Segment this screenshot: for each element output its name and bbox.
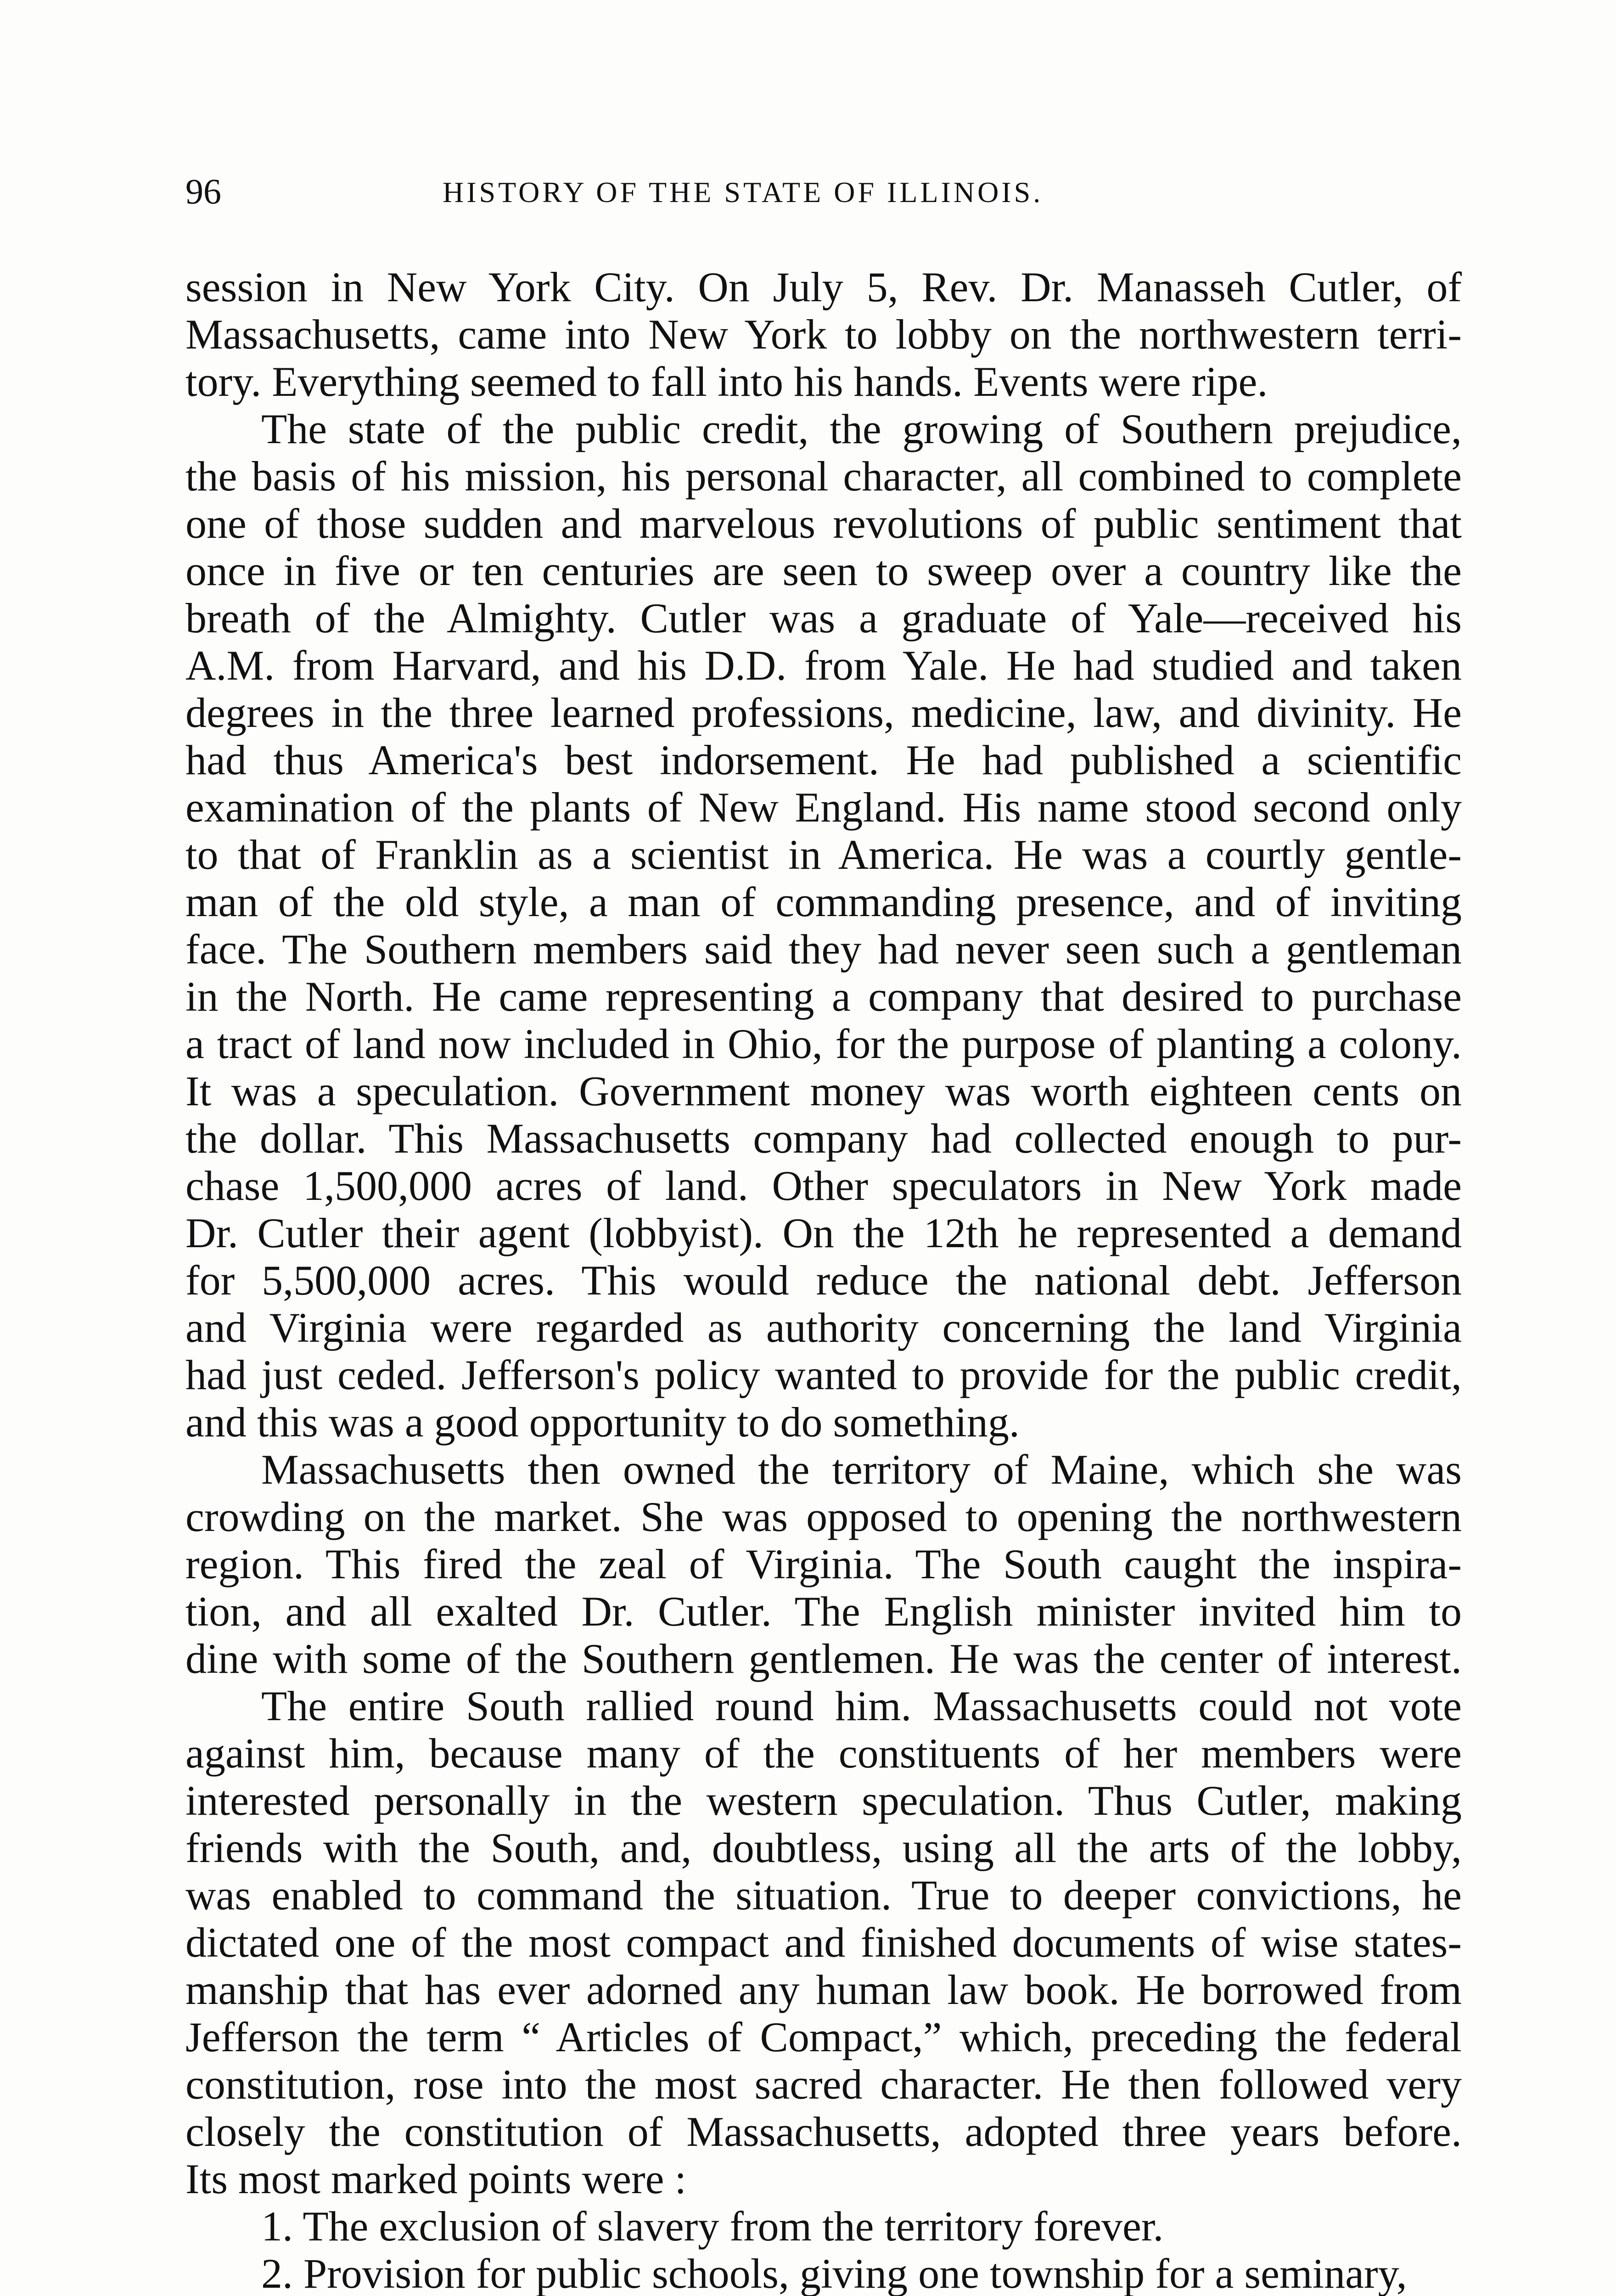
text-line: interested personally in the western speculation. Thus Cutler, making — [185, 1777, 1462, 1824]
text-line: dine with some of the Southern gentlemen. He was the center of interest. — [185, 1635, 1462, 1682]
text-line: chase 1,500,000 acres of land. Other speculators in New York made — [185, 1162, 1462, 1209]
paragraph-start: The entire South rallied round him. Massachusetts could not vote — [261, 1683, 1462, 1729]
text-line: manship that has ever adorned any human law book. He borrowed from — [185, 1966, 1462, 2013]
text-line: Its most marked points were : — [185, 2155, 687, 2202]
body-text — [185, 264, 1462, 2296]
text-line: degrees in the three learned professions, medicine, law, and divinity. He — [185, 689, 1462, 736]
text-line: the basis of his mission, his personal character, all combined to complete — [185, 453, 1462, 500]
text-line: A.M. from Harvard, and his D.D. from Yale. He had studied and taken — [185, 642, 1462, 689]
text-line: man of the old style, a man of commanding presence, and of inviting — [185, 878, 1462, 925]
paragraph-start: Massachusetts then owned the territory of Maine, which she was — [261, 1446, 1462, 1493]
text-line: examination of the plants of New England. His name stood second only — [185, 784, 1462, 831]
text-line: dictated one of the most compact and finished documents of wise states- — [185, 1919, 1462, 1966]
list-item: 2. Provision for public schools, giving one township for a seminary, — [261, 2250, 1407, 2296]
paragraph-start: The state of the public credit, the growing of Southern prejudice, — [261, 405, 1462, 452]
text-line: one of those sudden and marvelous revolutions of public sentiment that — [185, 500, 1462, 547]
text-line: the dollar. This Massachusetts company had collected enough to pur- — [185, 1115, 1462, 1162]
text-line: Jefferson the term “ Articles of Compact,” which, preceding the federal — [185, 2014, 1462, 2060]
text-line: region. This fired the zeal of Virginia. The South caught the inspira- — [185, 1541, 1462, 1587]
text-line: against him, because many of the constituents of her members were — [185, 1730, 1462, 1777]
text-line: for 5,500,000 acres. This would reduce the national debt. Jefferson — [185, 1257, 1462, 1304]
running-title: HISTORY OF THE STATE OF ILLINOIS. — [443, 176, 1044, 208]
text-line: and this was a good opportunity to do something. — [185, 1399, 1020, 1446]
text-line: Dr. Cutler their agent (lobbyist). On the 12th he represented a demand — [185, 1210, 1462, 1256]
text-line: had just ceded. Jefferson's policy wanted to provide for the public credit, — [185, 1351, 1462, 1398]
text-line: once in five or ten centuries are seen to sweep over a country like the — [185, 547, 1462, 594]
text-line: was enabled to command the situation. True to deeper convictions, he — [185, 1872, 1462, 1919]
text-line: constitution, rose into the most sacred character. He then followed very — [185, 2061, 1462, 2108]
text-line: breath of the Almighty. Cutler was a graduate of Yale—received his — [185, 595, 1462, 642]
text-line: a tract of land now included in Ohio, for the purpose of planting a colony. — [185, 1020, 1462, 1067]
text-line: Massachusetts, came into New York to lobby on the northwestern terri- — [185, 311, 1462, 358]
text-line: tory. Everything seemed to fall into his hands. Events were ripe. — [185, 358, 1268, 405]
text-line: session in New York City. On July 5, Rev. Dr. Manasseh Cutler, of — [185, 264, 1462, 310]
text-line: had thus America's best indorsement. He had published a scientific — [185, 737, 1462, 783]
text-line: face. The Southern members said they had never seen such a gentleman — [185, 926, 1462, 973]
list-item: 1. The exclusion of slavery from the territory forever. — [261, 2203, 1164, 2250]
text-line: tion, and all exalted Dr. Cutler. The English minister invited him to — [185, 1588, 1462, 1635]
text-line: closely the constitution of Massachusetts, adopted three years before. — [185, 2108, 1462, 2155]
page-header — [185, 171, 1471, 229]
text-line: friends with the South, and, doubtless, using all the arts of the lobby, — [185, 1824, 1462, 1871]
text-line: crowding on the market. She was opposed to opening the northwestern — [185, 1493, 1462, 1540]
text-line: It was a speculation. Government money was worth eighteen cents on — [185, 1068, 1462, 1114]
text-line: in the North. He came representing a company that desired to purchase — [185, 973, 1462, 1020]
text-line: and Virginia were regarded as authority concerning the land Virginia — [185, 1304, 1462, 1351]
page-number: 96 — [185, 171, 221, 211]
text-line: to that of Franklin as a scientist in America. He was a courtly gentle- — [185, 831, 1462, 878]
